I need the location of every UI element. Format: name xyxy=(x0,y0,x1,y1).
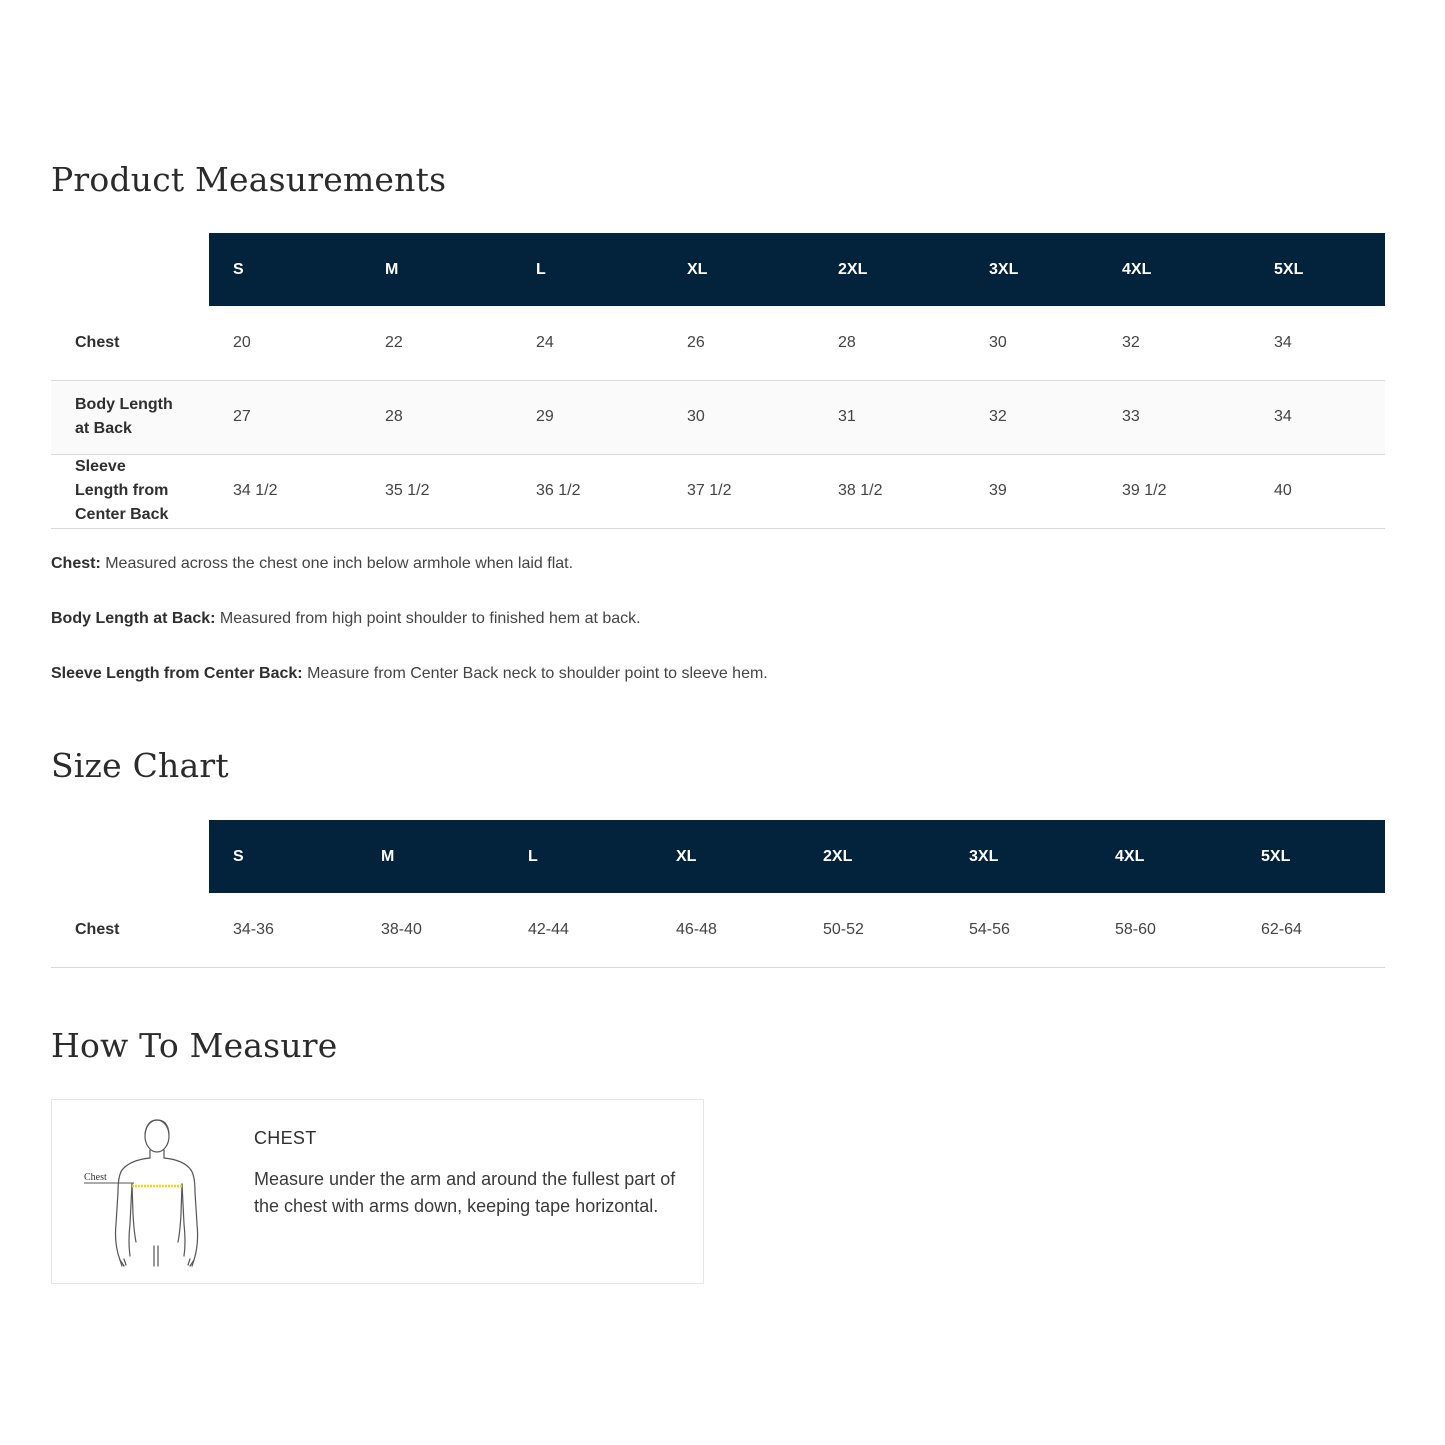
note-sleeve-length xyxy=(51,663,768,685)
table-row xyxy=(51,454,1385,528)
table-cell: 40 xyxy=(1250,454,1385,528)
table-cell: 42-44 xyxy=(504,893,652,967)
size-header: XL xyxy=(652,820,799,893)
size-header: 2XL xyxy=(814,233,965,306)
size-header: S xyxy=(209,233,361,306)
table-cell: 54-56 xyxy=(945,893,1091,967)
note-text: Measure from Center Back neck to shoulder point to sleeve hem. xyxy=(302,665,768,682)
size-header: 4XL xyxy=(1091,820,1237,893)
size-header: S xyxy=(209,820,357,893)
table-cell: 24 xyxy=(512,306,663,380)
size-header: M xyxy=(361,233,512,306)
table-cell: 34 xyxy=(1250,306,1385,380)
product-measurements-title: Product Measurements xyxy=(51,160,447,199)
figure-chest-label: Chest xyxy=(84,1172,107,1183)
size-chart-title: Size Chart xyxy=(51,746,229,785)
row-label: Body Length at Back xyxy=(51,380,209,454)
table-cell: 28 xyxy=(814,306,965,380)
table-cell: 38-40 xyxy=(357,893,504,967)
table-cell: 34-36 xyxy=(209,893,357,967)
measure-card xyxy=(51,1099,704,1284)
size-header: L xyxy=(512,233,663,306)
how-to-measure-title: How To Measure xyxy=(51,1026,338,1065)
note-term: Sleeve Length from Center Back: xyxy=(51,665,303,682)
row-label: Sleeve Length from Center Back xyxy=(51,454,209,528)
table-row xyxy=(51,380,1385,454)
size-header: 2XL xyxy=(799,820,945,893)
table-cell: 30 xyxy=(965,306,1098,380)
note-chest xyxy=(51,553,768,575)
size-header: 5XL xyxy=(1250,233,1385,306)
table-cell: 32 xyxy=(1098,306,1250,380)
table-cell: 29 xyxy=(512,380,663,454)
table-cell: 32 xyxy=(965,380,1098,454)
table-cell: 38 1/2 xyxy=(814,454,965,528)
table-cell: 28 xyxy=(361,380,512,454)
note-term: Body Length at Back: xyxy=(51,610,216,627)
table-corner xyxy=(51,820,209,893)
table-cell: 27 xyxy=(209,380,361,454)
table-cell: 20 xyxy=(209,306,361,380)
table-cell: 33 xyxy=(1098,380,1250,454)
size-header: M xyxy=(357,820,504,893)
note-term: Chest: xyxy=(51,555,101,572)
table-cell: 50-52 xyxy=(799,893,945,967)
table-cell: 26 xyxy=(663,306,814,380)
table-cell: 36 1/2 xyxy=(512,454,663,528)
size-header: 4XL xyxy=(1098,233,1250,306)
body-outline-figure xyxy=(78,1114,238,1274)
table-header-row xyxy=(51,820,1385,893)
table-cell: 39 xyxy=(965,454,1098,528)
row-label: Chest xyxy=(51,893,209,967)
table-row xyxy=(51,306,1385,380)
measurement-notes xyxy=(51,553,768,718)
table-row xyxy=(51,893,1385,967)
table-corner xyxy=(51,233,209,306)
table-cell: 34 xyxy=(1250,380,1385,454)
size-header: 3XL xyxy=(965,233,1098,306)
size-header: 5XL xyxy=(1237,820,1385,893)
note-body-length xyxy=(51,608,768,630)
product-measurements-table xyxy=(51,233,1385,529)
size-chart-table xyxy=(51,820,1385,968)
table-cell: 22 xyxy=(361,306,512,380)
measure-card-title: CHEST xyxy=(254,1128,317,1148)
table-cell: 39 1/2 xyxy=(1098,454,1250,528)
row-label: Chest xyxy=(51,306,209,380)
table-cell: 58-60 xyxy=(1091,893,1237,967)
size-header: 3XL xyxy=(945,820,1091,893)
table-cell: 46-48 xyxy=(652,893,799,967)
table-header-row xyxy=(51,233,1385,306)
note-text: Measured from high point shoulder to finished hem at back. xyxy=(215,610,641,627)
measure-card-text: Measure under the arm and around the fullest part of the chest with arms down, keeping tape horizontal. xyxy=(254,1169,676,1216)
table-cell: 35 1/2 xyxy=(361,454,512,528)
size-header: XL xyxy=(663,233,814,306)
table-cell: 34 1/2 xyxy=(209,454,361,528)
table-cell: 62-64 xyxy=(1237,893,1385,967)
note-text: Measured across the chest one inch below armhole when laid flat. xyxy=(100,555,574,572)
table-cell: 37 1/2 xyxy=(663,454,814,528)
size-header: L xyxy=(504,820,652,893)
table-cell: 30 xyxy=(663,380,814,454)
table-cell: 31 xyxy=(814,380,965,454)
